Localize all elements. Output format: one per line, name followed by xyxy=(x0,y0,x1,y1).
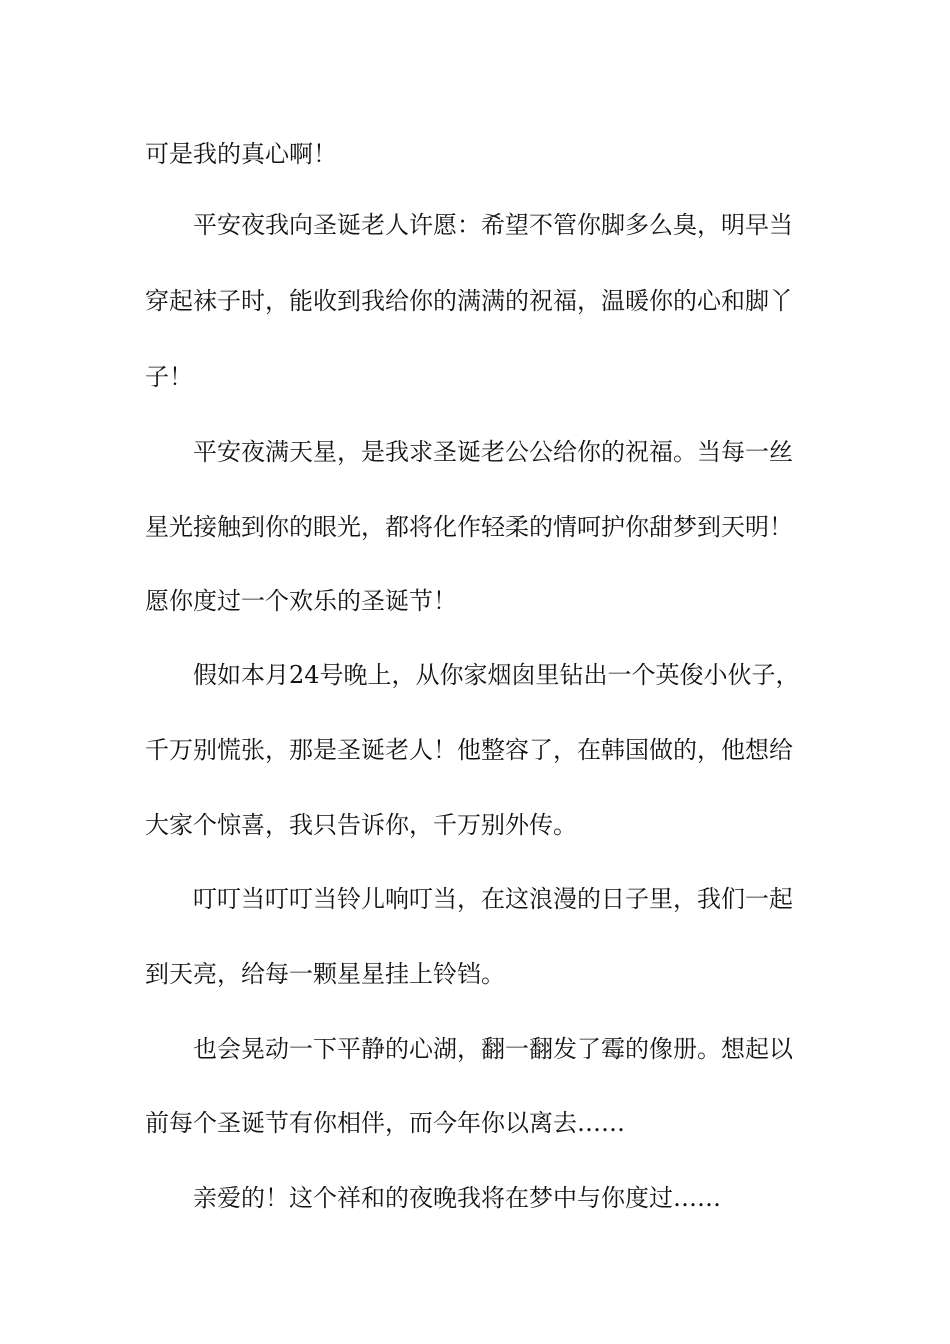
text-line: 穿起袜子时，能收到我给你的满满的祝福，温暖你的心和脚丫 xyxy=(145,287,793,315)
paragraph-first-line: 平安夜我向圣诞老人许愿：希望不管你脚多么臭，明早当 xyxy=(193,211,793,239)
text-line: 愿你度过一个欢乐的圣诞节！ xyxy=(145,587,457,615)
text-line: 千万别慌张，那是圣诞老人！他整容了，在韩国做的，他想给 xyxy=(145,736,793,764)
paragraph-first-line: 亲爱的！这个祥和的夜晚我将在梦中与你度过…… xyxy=(193,1184,721,1212)
text-line: 星光接触到你的眼光，都将化作轻柔的情呵护你甜梦到天明！ xyxy=(145,513,793,541)
text-line: 前每个圣诞节有你相伴，而今年你以离去…… xyxy=(145,1109,625,1137)
paragraph-first-line: 也会晃动一下平静的心湖，翻一翻发了霉的像册。想起以 xyxy=(193,1035,793,1063)
text-line: 可是我的真心啊！ xyxy=(145,140,337,168)
paragraph-first-line: 叮叮当叮叮当铃儿响叮当，在这浪漫的日子里，我们一起 xyxy=(193,885,793,913)
text-line: 大家个惊喜，我只告诉你，千万别外传。 xyxy=(145,811,577,839)
text-line: 子！ xyxy=(145,363,193,391)
paragraph-first-line: 假如本月24号晚上，从你家烟囱里钻出一个英俊小伙子， xyxy=(193,661,800,689)
text-line: 到天亮，给每一颗星星挂上铃铛。 xyxy=(145,960,505,988)
paragraph-first-line: 平安夜满天星，是我求圣诞老公公给你的祝福。当每一丝 xyxy=(193,438,793,466)
